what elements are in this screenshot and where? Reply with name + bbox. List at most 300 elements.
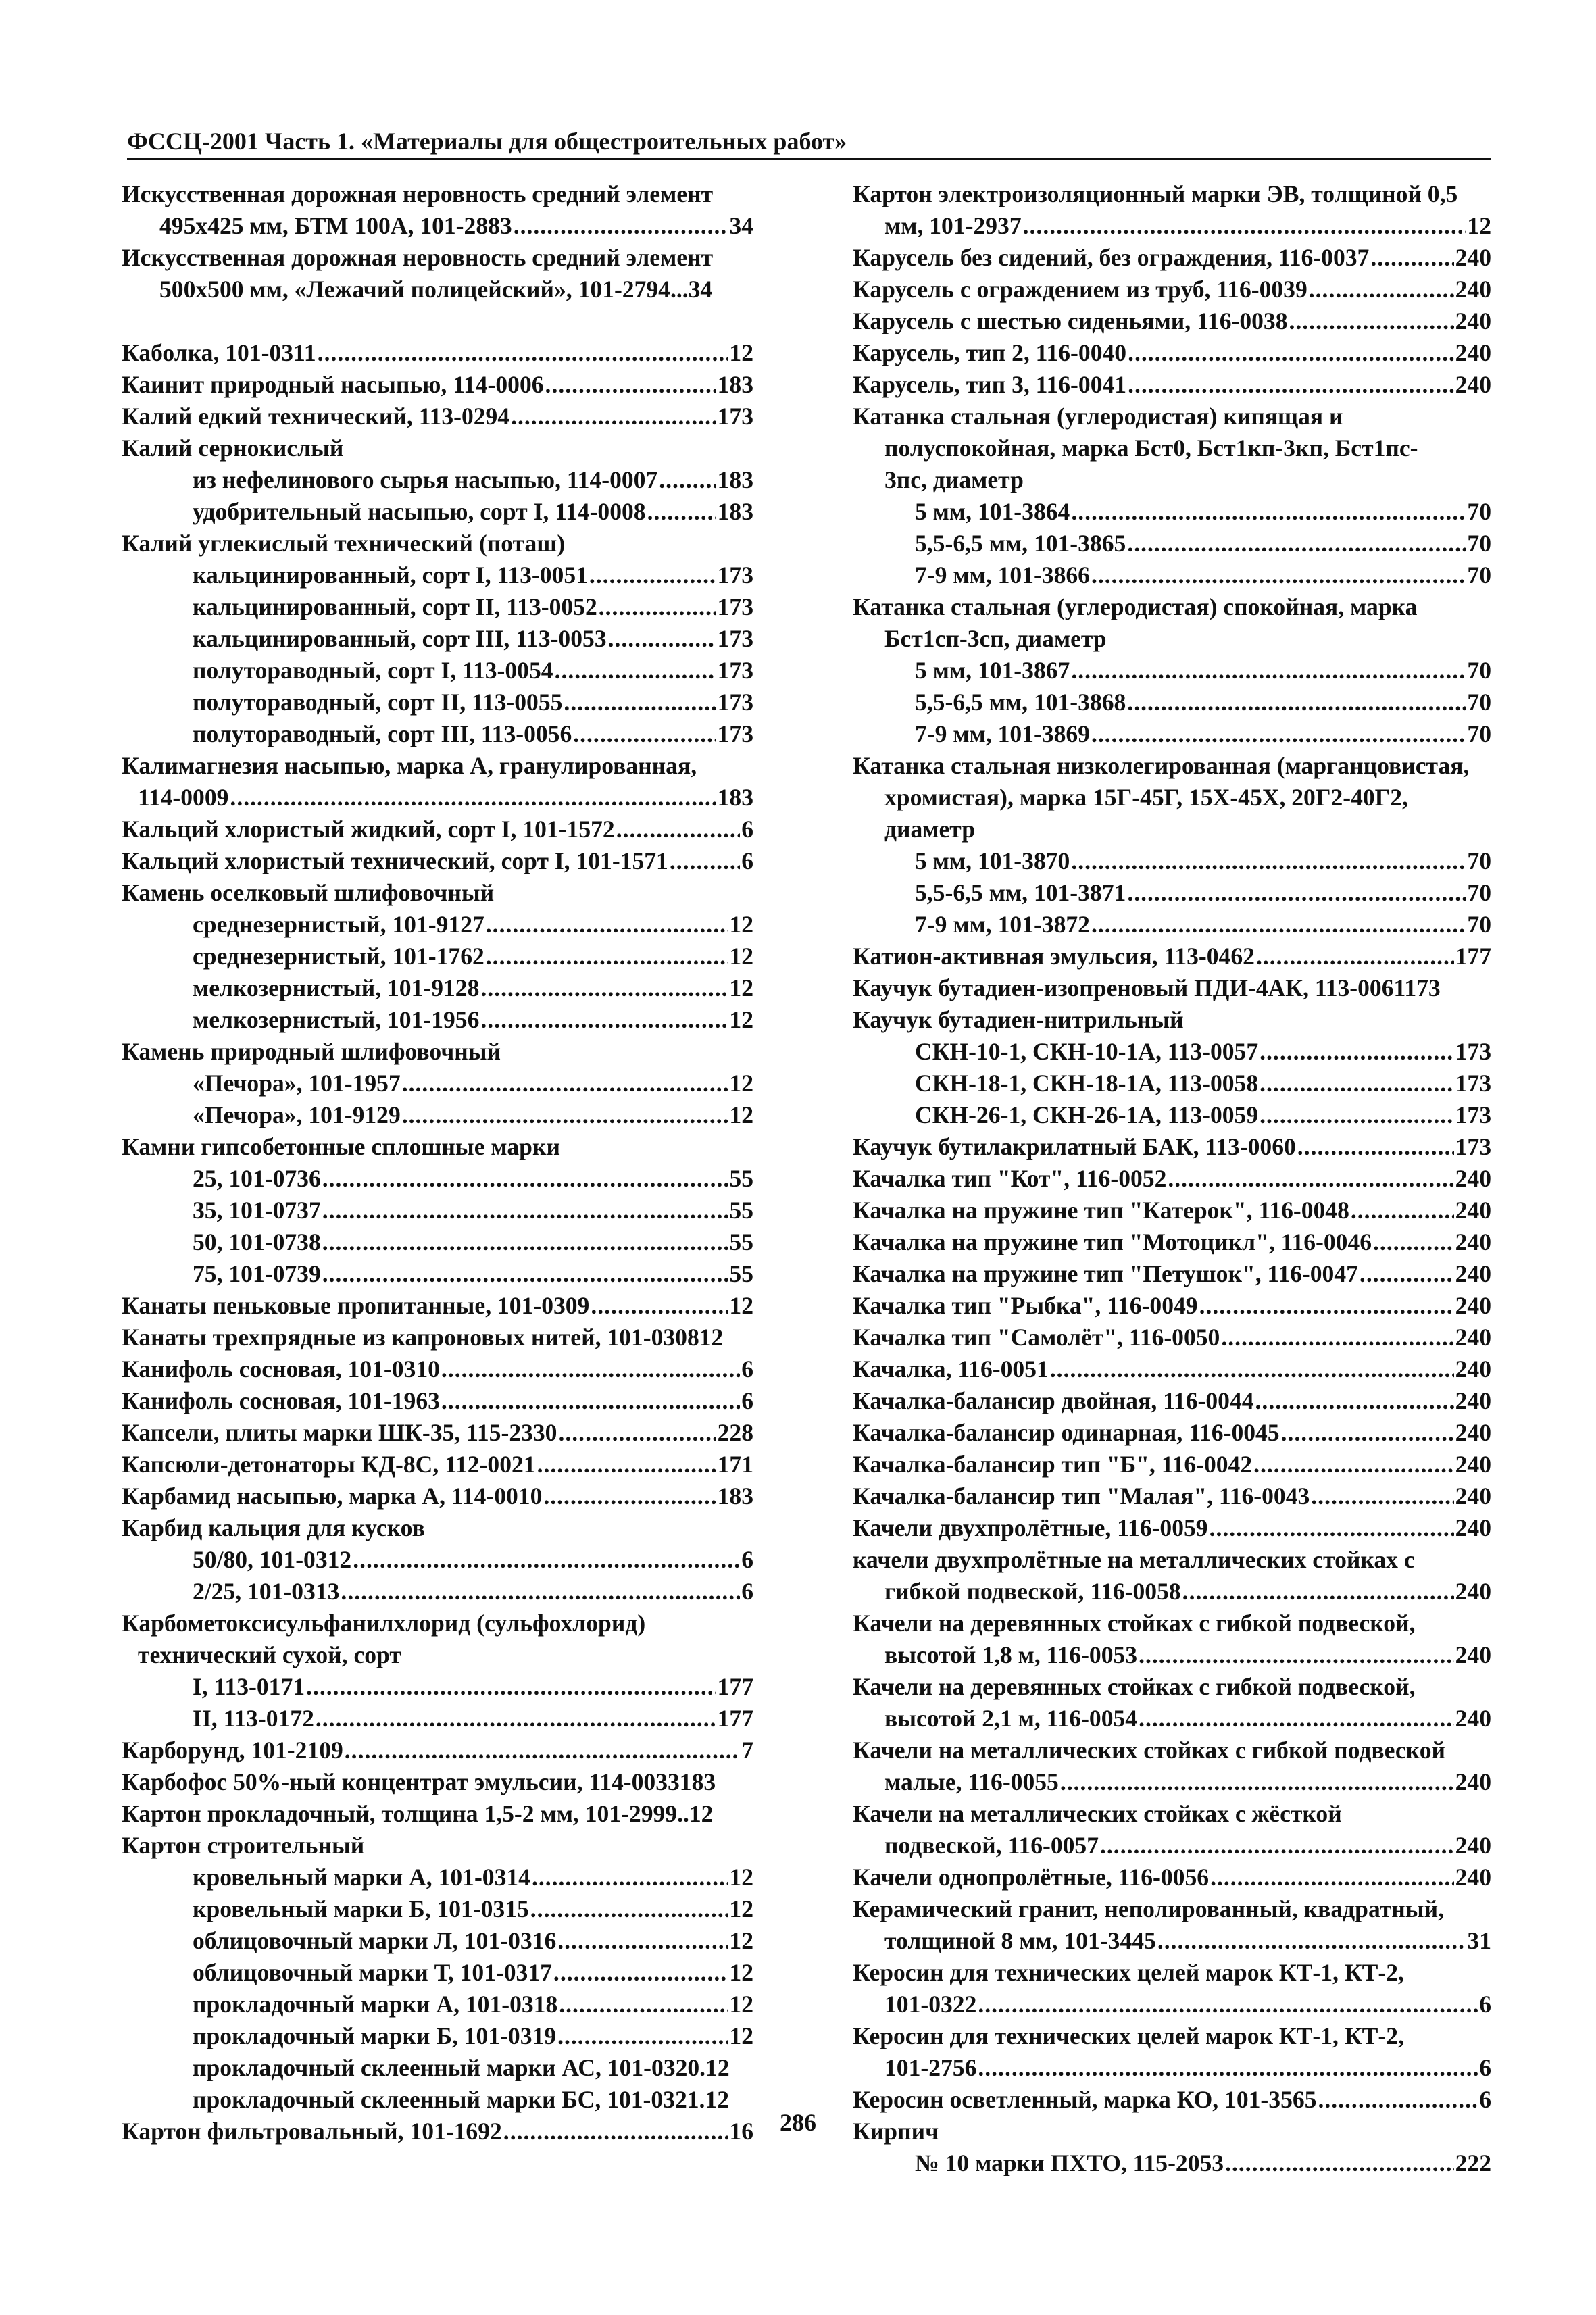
index-entry-page: 240 [1455,1864,1491,1891]
index-entry [122,1258,753,1290]
dot-leader [1139,1639,1454,1671]
index-entry-page: 240 [1455,1260,1491,1287]
index-entry [122,877,753,909]
index-entry-label: Качалка на пружине тип "Петушок", 116-0047 [853,1260,1358,1287]
dot-leader [532,1862,728,1893]
dot-leader [1091,718,1466,750]
index-entry [122,1893,753,1925]
index-entry-page: 70 [1467,498,1491,525]
index-entry [853,1290,1491,1322]
index-entry-page: 240 [1455,1387,1491,1414]
index-entry-page: 173 [717,625,753,652]
index-entry [853,845,1491,877]
dot-leader [1370,242,1453,274]
dot-leader [1071,496,1466,528]
index-entry [122,1449,753,1480]
dot-leader [1360,1258,1454,1290]
index-entry [122,814,753,845]
index-entry-label: Калий сернокислый [122,434,344,462]
index-entry-label: Карбамид насыпью, марка А, 114-0010 [122,1483,543,1510]
dot-leader [647,496,716,528]
index-entry [853,1449,1491,1480]
index-entry-label: Капсели, плиты марки ШК-35, 115-2330 [122,1419,557,1446]
index-entry [853,2052,1491,2084]
index-entry-label: Канаты трехпрядные из капроновых нитей, 101-030812 [122,1324,724,1351]
index-entry-page: 70 [1467,879,1491,906]
index-entry-label: Карусель с шестью сиденьями, 116-0038 [853,307,1288,334]
index-entry-page: 6 [741,1578,753,1605]
dot-leader [1050,1353,1454,1385]
index-entry-label: Качалка-балансир тип "Б", 116-0042 [853,1451,1253,1478]
index-entry [853,1576,1491,1608]
index-entry-page: 183 [717,371,753,398]
index-entry-label: 5,5-6,5 мм, 101-3865 [915,530,1126,557]
dot-leader [1373,1226,1454,1258]
index-entry-label: Качалка тип "Самолёт", 116-0050 [853,1324,1220,1351]
index-entry-page: 70 [1467,562,1491,589]
index-entry-label: мм, 101-2937 [884,212,1022,239]
dot-leader [230,782,716,814]
index-entry [853,242,1491,274]
dot-leader [322,1163,728,1195]
index-entry [853,623,1491,655]
index-entry [853,1099,1491,1131]
index-entry-page: 70 [1467,657,1491,684]
dot-leader [514,210,728,242]
index-entry-label: 7-9 мм, 101-3872 [915,911,1090,938]
index-entry-page: 173 [717,689,753,716]
index-entry [122,1163,753,1195]
index-entry-page: 177 [1455,943,1491,970]
index-entry-label: I, 113-0171 [193,1673,305,1700]
index-entry-label: Искусственная дорожная неровность средний элемент [122,180,714,207]
index-entry-label: кальцинированный, сорт I, 113-0051 [193,562,588,589]
index-entry [122,1925,753,1957]
index-entry-label: Кальций хлористый технический, сорт I, 101-1571 [122,847,668,874]
index-entry-page: 171 [717,1451,753,1478]
index-entry [122,718,753,750]
index-entry-label: облицовочный марки Т, 101-0317 [193,1959,552,1986]
index-entry-label: Катанка стальная низколегированная (марганцовистая, [853,752,1470,779]
index-entry [122,655,753,687]
dot-leader [543,1480,716,1512]
dot-leader [530,1893,728,1925]
index-entry [122,432,753,464]
dot-leader [480,972,728,1004]
index-entry-label: 5,5-6,5 мм, 101-3868 [915,689,1126,716]
index-entry-label: Керосин осветленный, марка КО, 101-3565 [853,2086,1317,2113]
index-entry-page: 31 [1467,1927,1491,1954]
index-entry-label: Керосин для технических целей марок КТ-1, КТ-2, [853,1959,1404,1986]
index-entry-page: 70 [1467,720,1491,747]
index-entry [122,909,753,941]
index-entry-page: 7 [741,1737,753,1764]
index-entry [853,1480,1491,1512]
index-entry-label: Кирпич [853,2118,939,2145]
index-entry-label: Картон электроизоляционный марки ЭВ, толщиной 0,5 [853,180,1458,207]
index-entry [122,1099,753,1131]
index-entry [853,528,1491,559]
index-entry-page: 183 [717,466,753,493]
index-entry [122,1798,753,1830]
index-entry-label: мелкозернистый, 101-9128 [193,974,480,1001]
index-entry [122,591,753,623]
dot-leader [1127,528,1466,559]
index-entry-label: Керамический гранит, неполированный, квадратный, [853,1895,1444,1922]
index-entry [853,1036,1491,1068]
dot-leader [1091,909,1466,941]
dot-leader [486,941,728,972]
index-entry-label: Канифоль сосновая, 101-1963 [122,1387,440,1414]
index-entry [853,1957,1491,1989]
index-entry-label: Карборунд, 101-2109 [122,1737,343,1764]
index-entry-label: 5 мм, 101-3867 [915,657,1070,684]
index-entry [122,1862,753,1893]
index-entry [122,845,753,877]
dot-leader [591,1290,728,1322]
dot-leader [1351,1195,1454,1226]
dot-leader [1139,1703,1454,1735]
dot-leader [306,1671,716,1703]
index-entry-page: 173 [1455,1133,1491,1160]
index-entry [122,528,753,559]
dot-leader [1253,1449,1454,1480]
dot-leader [1157,1925,1466,1957]
dot-leader [557,1925,728,1957]
index-entry-page: 240 [1455,1578,1491,1605]
index-entry-label: Качели на деревянных стойках с гибкой подвеской, [853,1673,1416,1700]
index-entry [853,1417,1491,1449]
index-entry-page: 12 [1467,212,1491,239]
index-entry [122,337,753,369]
dot-leader [589,559,716,591]
dot-leader [1091,559,1466,591]
index-entry-label: 50, 101-0738 [193,1228,321,1255]
index-entry-page: 183 [717,498,753,525]
index-entry [853,687,1491,718]
dot-leader [486,909,728,941]
index-entry-page: 70 [1467,530,1491,557]
dot-leader [318,337,728,369]
index-entry [122,305,753,337]
index-entry-label: Катанка стальная (углеродистая) кипящая и [853,403,1343,430]
index-entry-label: Качели на деревянных стойках с гибкой подвеской, [853,1610,1416,1637]
dot-leader [978,2052,1478,2084]
index-entry-label: Качалка на пружине тип "Мотоцикл", 116-0046 [853,1228,1372,1255]
index-entry-page: 12 [729,1895,753,1922]
index-entry [853,1512,1491,1544]
dot-leader [1127,687,1466,718]
index-entry [122,1989,753,2020]
index-entry [853,1195,1491,1226]
index-entry-label: Камень оселковый шлифовочный [122,879,495,906]
index-entry-page: 222 [1455,2149,1491,2176]
header-rule [127,158,1491,160]
index-entry [853,972,1491,1004]
dot-leader [480,1004,728,1036]
index-entry-label: 500х500 мм, «Лежачий полицейский», 101-2794...34 [159,276,713,303]
index-entry-label: Карусель, тип 2, 116-0040 [853,339,1127,366]
dot-leader [1182,1576,1454,1608]
dot-leader [545,369,716,401]
index-entry-page: 12 [729,911,753,938]
index-entry [853,1131,1491,1163]
index-entry [853,1893,1491,1925]
index-entry [853,178,1491,210]
page-number: 286 [780,2109,816,2136]
index-entry-label: толщиной 8 мм, 101-3445 [884,1927,1156,1954]
index-entry-page: 6 [741,1546,753,1573]
index-entry [122,750,753,782]
index-entry-page: 240 [1455,1641,1491,1668]
index-entry-label: Камни гипсобетонные сплошные марки [122,1133,560,1160]
index-entry-label: СКН-10-1, СКН-10-1А, 113-0057 [915,1038,1259,1065]
index-entry-page: 6 [1479,2054,1491,2081]
index-entry-label: Качалка, 116-0051 [853,1355,1049,1383]
index-entry-page: 240 [1455,1451,1491,1478]
index-entry [853,750,1491,782]
index-entry-label: 3пс, диаметр [884,466,1024,493]
index-entry-label: высотой 2,1 м, 116-0054 [884,1705,1138,1732]
index-entry [122,1766,753,1798]
index-entry-page: 173 [717,720,753,747]
index-entry [122,1226,753,1258]
index-entry-label: Качели на металлических стойках с жёсткой [853,1800,1342,1827]
index-entry [853,909,1491,941]
index-entry-page: 173 [717,593,753,620]
index-entry-page: 12 [729,1959,753,1986]
index-entry-page: 173 [1455,1038,1491,1065]
index-entry-label: Керосин для технических целей марок КТ-1, КТ-2, [853,2022,1404,2049]
index-entry-label: из нефелинового сырья насыпью, 114-0007 [193,466,658,493]
index-entry-page: 240 [1455,1228,1491,1255]
index-entry [122,1576,753,1608]
index-entry-label: № 10 марки ПХТО, 115-2053 [915,2149,1224,2176]
index-entry-label: 35, 101-0737 [193,1197,321,1224]
index-entry [122,1417,753,1449]
index-entry-label: СКН-18-1, СКН-18-1А, 113-0058 [915,1070,1259,1097]
index-entry-label: кровельный марки Б, 101-0315 [193,1895,529,1922]
dot-leader [1100,1830,1454,1862]
index-entry-label: удобрительный насыпью, сорт I, 114-0008 [193,498,646,525]
index-entry-page: 173 [1455,1101,1491,1128]
index-entry-page: 6 [1479,1991,1491,2018]
dot-leader [557,2020,728,2052]
index-entry [122,1830,753,1862]
index-entry-page: 177 [717,1705,753,1732]
index-entry [122,274,753,305]
index-entry-label: Качели на металлических стойках с гибкой подвеской [853,1737,1445,1764]
index-entry-label: Катион-активная эмульсия, 113-0462 [853,943,1255,970]
index-entry-page: 240 [1455,1832,1491,1859]
index-entry-page: 240 [1455,1419,1491,1446]
index-entry-label: Карусель с ограждением из труб, 116-0039 [853,276,1307,303]
index-entry-label: 5 мм, 101-3870 [915,847,1070,874]
index-entry [122,178,753,210]
index-entry-page: 240 [1455,1355,1491,1383]
index-entry [122,1004,753,1036]
index-entry [853,718,1491,750]
index-entry-page: 173 [717,657,753,684]
index-entry [853,464,1491,496]
dot-leader [553,1957,728,1989]
index-entry-label: кровельный марки А, 101-0314 [193,1864,530,1891]
index-entry [122,210,753,242]
index-entry-label: Катанка стальная (углеродистая) спокойная, марка [853,593,1418,620]
dot-leader [564,687,716,718]
index-entry-label: среднезернистый, 101-9127 [193,911,484,938]
index-entry-page: 240 [1455,371,1491,398]
index-entry [853,2147,1491,2179]
index-entry-page: 240 [1455,1514,1491,1541]
dot-leader [1128,337,1454,369]
index-entry [122,1068,753,1099]
index-entry-label: 101-2756 [884,2054,977,2081]
index-entry [853,496,1491,528]
dot-leader [1071,845,1466,877]
dot-leader [1199,1290,1454,1322]
index-entry [122,1671,753,1703]
dot-leader [1260,1099,1453,1131]
index-entry [853,337,1491,369]
index-entry-page: 12 [729,1006,753,1033]
index-entry-label: Качалка тип "Кот", 116-0052 [853,1165,1167,1192]
index-entry [122,1735,753,1766]
dot-leader [1297,1131,1454,1163]
index-entry-label: среднезернистый, 101-1762 [193,943,484,970]
index-entry-label: кальцинированный, сорт II, 113-0052 [193,593,597,620]
index-entry [122,369,753,401]
dot-leader [1260,1036,1453,1068]
index-entry-label: 75, 101-0739 [193,1260,321,1287]
index-entry [853,941,1491,972]
index-entry-page: 12 [729,1927,753,1954]
index-entry-label: Каболка, 101-0311 [122,339,316,366]
index-entry [853,1068,1491,1099]
dot-leader [322,1226,728,1258]
index-entry-label: Каучук бутилакрилатный БАК, 113-0060 [853,1133,1296,1160]
dot-leader [322,1258,728,1290]
index-entry-page: 12 [729,339,753,366]
index-entry-label: Бст1сп-3сп, диаметр [884,625,1107,652]
dot-leader [1225,2147,1454,2179]
index-entry-page: 34 [729,212,753,239]
index-entry-page: 240 [1455,244,1491,271]
index-entry [122,1639,753,1671]
index-entry-page: 240 [1455,276,1491,303]
dot-leader [316,1703,716,1735]
dot-leader [341,1576,740,1608]
index-entry-label: Калий углекислый технический (поташ) [122,530,566,557]
dot-leader [1311,1480,1453,1512]
dot-leader [1221,1322,1453,1353]
index-entry-page: 240 [1455,1197,1491,1224]
index-entry-label: подвеской, 116-0057 [884,1832,1099,1859]
dot-leader [1128,369,1454,401]
index-entry [853,1735,1491,1766]
index-entry-label: Качалка-балансир двойная, 116-0044 [853,1387,1254,1414]
index-entry [122,1512,753,1544]
index-entry [853,591,1491,623]
index-entry-label: полутораводный, сорт III, 113-0056 [193,720,572,747]
index-entry [853,1766,1491,1798]
index-entry [853,877,1491,909]
dot-leader [659,464,716,496]
index-entry [853,305,1491,337]
index-entry-label: Карусель без сидений, без ограждения, 116-0037 [853,244,1370,271]
index-entry-label: Качалка-балансир одинарная, 116-0045 [853,1419,1280,1446]
index-entry-page: 240 [1455,1292,1491,1319]
index-entry [853,432,1491,464]
dot-leader [555,655,716,687]
index-entry [122,623,753,655]
index-entry-page: 12 [729,1991,753,2018]
index-entry-label: Качели однопролётные, 116-0056 [853,1864,1210,1891]
dot-leader [353,1544,740,1576]
index-entry [122,1703,753,1735]
dot-leader [511,401,716,432]
dot-leader [1060,1766,1454,1798]
index-entry [122,464,753,496]
dot-leader [402,1068,728,1099]
index-entry-page: 240 [1455,307,1491,334]
index-entry-page: 6 [741,816,753,843]
index-entry-label: Каинит природный насыпью, 114-0006 [122,371,544,398]
index-entry-page: 6 [741,1355,753,1383]
dot-leader [978,1989,1478,2020]
index-entry-page: 12 [729,1292,753,1319]
index-entry [853,1353,1491,1385]
index-entry [122,687,753,718]
index-entry-page: 55 [729,1228,753,1255]
dot-leader [1210,1862,1454,1893]
index-entry-label: Картон прокладочный, толщина 1,5-2 мм, 101-2999..12 [122,1800,714,1827]
index-entry [122,1544,753,1576]
index-entry-label: Камень природный шлифовочный [122,1038,501,1065]
index-entry-label: 7-9 мм, 101-3869 [915,720,1090,747]
index-entry [853,2020,1491,2052]
index-entry-label: качели двухпролётные на металлических стойках с [853,1546,1415,1573]
dot-leader [1127,877,1466,909]
index-entry-label: прокладочный марки Б, 101-0319 [193,2022,557,2049]
index-entry-page: 55 [729,1197,753,1224]
index-entry-page: 55 [729,1165,753,1192]
index-entry-page: 6 [1479,2086,1491,2113]
index-entry [853,655,1491,687]
index-entry-label: прокладочный склеенный марки АС, 101-0320.12 [193,2054,730,2081]
index-entry-label: 7-9 мм, 101-3866 [915,562,1090,589]
index-entry [122,1480,753,1512]
running-header: ФССЦ-2001 Часть 1. «Материалы для общестроительных работ» [127,128,847,155]
dot-leader [537,1449,716,1480]
dot-leader [599,591,716,623]
index-entry [122,242,753,274]
index-entry [122,1608,753,1639]
index-entry [853,1004,1491,1036]
dot-leader [1256,941,1454,972]
index-entry-label: Калий едкий технический, 113-0294 [122,403,510,430]
index-entry-label: Качалка тип "Рыбка", 116-0049 [853,1292,1198,1319]
dot-leader [616,814,740,845]
index-entry [853,559,1491,591]
index-column-right [853,178,1491,2179]
index-entry [122,1385,753,1417]
dot-leader [670,845,740,877]
index-entry-page: 240 [1455,1165,1491,1192]
index-entry-page: 6 [741,1387,753,1414]
index-entry-label: 114-0009 [138,784,229,811]
index-entry-label: технический сухой, сорт [138,1641,401,1668]
